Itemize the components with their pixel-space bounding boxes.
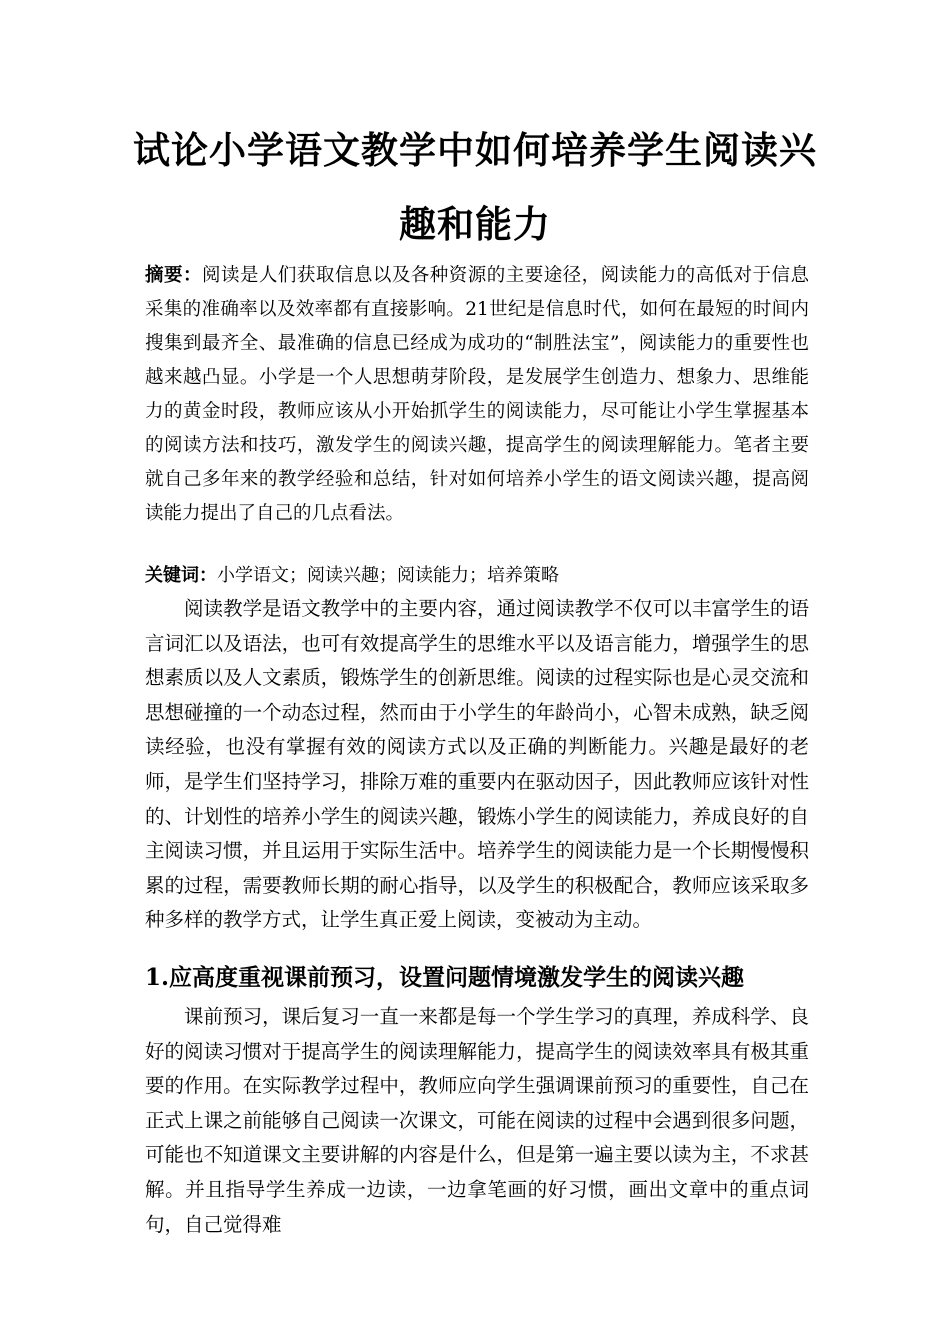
title-line-1: 试论小学语文教学中如何培养学生阅读兴: [133, 129, 817, 172]
keywords-label: 关键词：: [145, 565, 217, 586]
abstract: [145, 259, 809, 531]
intro-paragraph: 阅读教学是语文教学中的主要内容，通过阅读教学不仅可以丰富学生的语言词汇以及语法，也可有效提高学生的思维水平以及语言能力，增强学生的思想素质以及人文素质，锻炼学生的创新思维。阅读的过程实际也是心灵交流和思想碰撞的一个动态过程，然而由于小学生的年龄尚小，心智未成熟，缺乏阅读经验，也没有掌握有效的阅读方式以及正确的判断能力。兴趣是最好的老师，是学生们坚持学习，排除万难的重要内在驱动因子，因此教师应该针对性的、计划性的培养小学生的阅读兴趣，锻炼小学生的阅读能力，养成良好的自主阅读习惯，并且运用于实际生活中。培养学生的阅读能力是一个长期慢慢积累的过程，需要教师长期的耐心指导，以及学生的积极配合，教师应该采取多种多样的教学方式，让学生真正爱上阅读，变被动为主动。: [145, 597, 809, 932]
title-line-2: 趣和能力: [399, 203, 551, 246]
section-1-paragraph: 课前预习，课后复习一直一来都是每一个学生学习的真理，养成科学、良好的阅读习惯对于提高学生的阅读理解能力，提高学生的阅读效率具有极其重要的作用。在实际教学过程中，教师应向学生强调课前预习的重要性，自己在正式上课之前能够自己阅读一次课文，可能在阅读的过程中会遇到很多问题，可能也不知道课文主要讲解的内容是什么，但是第一遍主要以读为主，不求甚解。并且指导学生养成一边读，一边拿笔画的好习惯，画出文章中的重点词句，自己觉得难: [145, 1005, 809, 1236]
keywords: [145, 563, 809, 589]
abstract-label: 摘要：: [145, 265, 202, 286]
abstract-text: 阅读是人们获取信息以及各种资源的主要途径，阅读能力的高低对于信息采集的准确率以及效率都有直接影响。21世纪是信息时代，如何在最短的时间内搜集到最齐全、最准确的信息已经成为成功的“制胜法宝”，阅读能力的重要性也越来越凸显。小学是一个人思想萌芽阶段，是发展学生创造力、想象力、思维能力的黄金时段，教师应该从小开始抓学生的阅读能力，尽可能让小学生掌握基本的阅读方法和技巧，激发学生的阅读兴趣，提高学生的阅读理解能力。笔者主要就自己多年来的教学经验和总结，针对如何培养小学生的语文阅读兴趣，提高阅读能力提出了自己的几点看法。: [145, 265, 809, 524]
keywords-text: 小学语文；阅读兴趣；阅读能力；培养策略: [217, 565, 559, 586]
section-1-heading: 1.应高度重视课前预习，设置问题情境激发学生的阅读兴趣: [145, 964, 745, 991]
